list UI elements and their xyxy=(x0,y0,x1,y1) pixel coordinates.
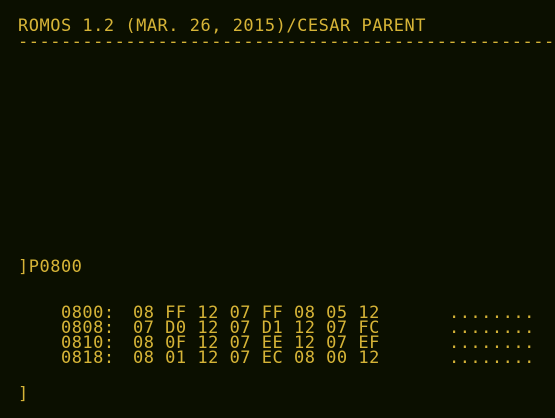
dump-bytes: 08 0F 12 07 EE 12 07 EF xyxy=(132,333,380,353)
dump-address: 0810: xyxy=(60,333,115,353)
dump-ascii: ........ xyxy=(448,333,535,353)
dump-ascii: ........ xyxy=(448,303,535,323)
header-rule: -------------------------------------------------- xyxy=(18,32,555,52)
memory-dump-row xyxy=(18,333,535,368)
dump-bytes: 07 D0 12 07 D1 12 07 FC xyxy=(132,318,380,338)
command-line: ]P0800 xyxy=(18,257,83,277)
dump-address: 0808: xyxy=(60,318,115,338)
memory-dump-row xyxy=(18,318,535,353)
header-title: ROMOS 1.2 (MAR. 26, 2015)/CESAR PARENT xyxy=(18,16,426,36)
dump-bytes: 08 FF 12 07 FF 08 05 12 xyxy=(132,303,380,323)
dump-address: 0818: xyxy=(60,348,115,368)
dump-ascii: ........ xyxy=(448,348,535,368)
dump-ascii: ........ xyxy=(448,318,535,338)
memory-dump-row xyxy=(18,291,535,323)
memory-dump-row xyxy=(18,303,535,338)
input-prompt[interactable]: ] xyxy=(18,384,29,404)
dump-bytes: 08 01 12 07 EC 08 00 12 xyxy=(132,348,380,368)
dump-address: 0800: xyxy=(60,303,115,323)
